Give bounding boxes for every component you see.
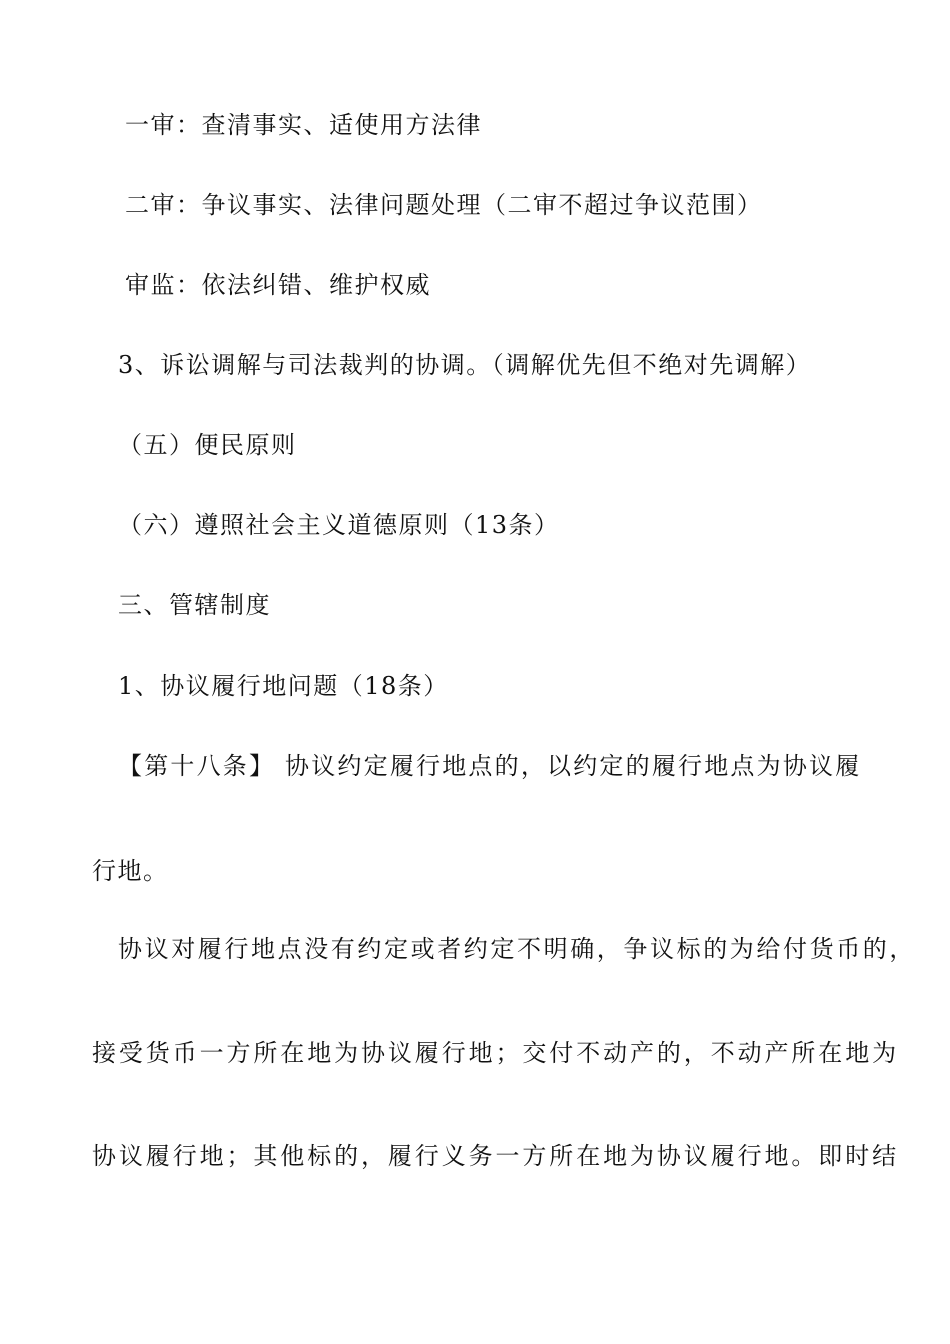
heading-performance-place: 1、协议履行地问题（18条） <box>118 672 449 700</box>
heading-jurisdiction-system: 三、管辖制度 <box>118 591 271 619</box>
heading-morality-principle: （六）遵照社会主义道德原则（13条） <box>118 511 560 539</box>
article-18-line-2: 行地。 <box>92 857 169 885</box>
paragraph-mediation: 3、诉讼调解与司法裁判的协调。（调解优先但不绝对先调解） <box>118 351 812 379</box>
article-18-para-2-line-1: 协议对履行地点没有约定或者约定不明确，争议标的为给付货币的， <box>118 935 916 963</box>
paragraph-first-instance: 一审：查清事实、适使用方法律 <box>125 111 482 139</box>
paragraph-supervision: 审监：依法纠错、维护权威 <box>125 271 431 299</box>
heading-convenience-principle: （五）便民原则 <box>118 431 297 459</box>
article-18-para-2-line-2: 接受货币一方所在地为协议履行地；交付不动产的，不动产所在地为 <box>92 1039 899 1067</box>
paragraph-second-instance: 二审：争议事实、法律问题处理（二审不超过争议范围） <box>125 191 763 219</box>
article-18-para-2-line-3: 协议履行地；其他标的，履行义务一方所在地为协议履行地。即时结 <box>92 1142 899 1170</box>
article-18-line-1: 【第十八条】 协议约定履行地点的，以约定的履行地点为协议履 <box>118 752 862 780</box>
